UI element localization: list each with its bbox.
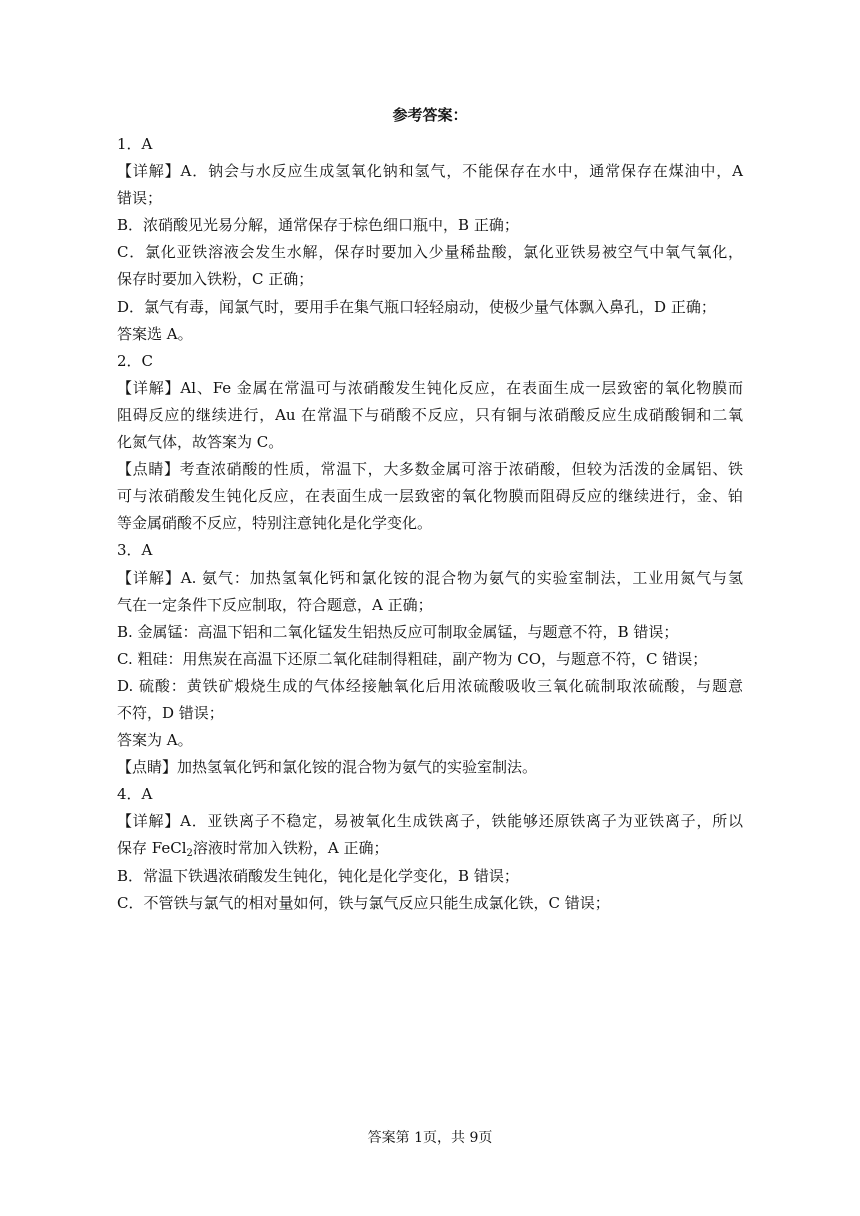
text-segment: 保存 FeCl — [117, 839, 187, 858]
answer-number: 4．A — [117, 785, 153, 804]
text-line: C. 粗硅：用焦炭在高温下还原二氧化硅制得粗硅，副产物为 CO，与题意不符，C 错误； — [117, 649, 708, 668]
page-footer: 答案第 1页，共 9页 — [367, 1130, 493, 1146]
answer-content — [117, 131, 743, 917]
text-line: 【点睛】加热氢氧化钙和氯化铵的混合物为氨气的实验室制法。 — [117, 758, 538, 777]
text-line: 气在一定条件下反应制取，符合题意，A 正确； — [117, 595, 433, 614]
text-line: 【点睛】考查浓硝酸的性质，常温下，大多数金属可溶于浓硝酸，但较为活泼的金属铝、铁 — [117, 460, 743, 479]
text-line: 不符，D 错误； — [117, 703, 224, 722]
answer-number: 1．A — [117, 135, 153, 153]
text-segment: 溶液时常加入铁粉，A 正确； — [192, 839, 389, 858]
answer-number: 3．A — [117, 541, 153, 560]
text-line: 保存时要加入铁粉，C 正确； — [117, 270, 314, 289]
text-line: 可与浓硝酸发生钝化反应，在表面生成一层致密的氧化物膜而阻碍反应的继续进行，金、铂 — [117, 487, 743, 506]
answer-number: 2．C — [117, 351, 154, 370]
text-line: B．浓硝酸见光易分解，通常保存于棕色细口瓶中，B 正确； — [117, 216, 519, 235]
text-line: C．氯化亚铁溶液会发生水解，保存时要加入少量稀盐酸，氯化亚铁易被空气中氧气氧化， — [117, 243, 743, 262]
text-line — [117, 835, 743, 862]
text-line: 答案选 A。 — [117, 324, 193, 343]
subscript: 2 — [186, 848, 193, 860]
text-line: 化氮气体，故答案为 C。 — [117, 433, 284, 452]
text-line: 错误； — [117, 189, 163, 208]
text-line: 【详解】A．钠会与水反应生成氢氧化钠和氢气，不能保存在水中，通常保存在煤油中，A — [117, 162, 743, 181]
text-line: D．氯气有毒，闻氯气时，要用手在集气瓶口轻轻扇动，使极少量气体飘入鼻孔，D 正确； — [117, 297, 716, 316]
text-line: B. 金属锰：高温下铝和二氧化锰发生铝热反应可制取金属锰，与题意不符，B 错误； — [117, 622, 679, 641]
text-line: 阻碍反应的继续进行，Au 在常温下与硝酸不反应，只有铜与浓硝酸反应生成硝酸铜和二氧 — [117, 405, 743, 424]
text-line: 答案为 A。 — [117, 731, 193, 750]
text-line: B．常温下铁遇浓硝酸发生钝化，钝化是化学变化，B 错误； — [117, 866, 519, 885]
text-line: 【详解】Al、Fe 金属在常温可与浓硝酸发生钝化反应，在表面生成一层致密的氧化物膜而 — [117, 378, 743, 397]
text-line: 【详解】A．亚铁离子不稳定，易被氧化生成铁离子，铁能够还原铁离子为亚铁离子，所以 — [117, 812, 743, 831]
text-line: 【详解】A. 氨气：加热氢氧化钙和氯化铵的混合物为氨气的实验室制法，工业用氮气与氢 — [117, 568, 743, 587]
text-line: C．不管铁与氯气的相对量如何，铁与氯气反应只能生成氯化铁，C 错误； — [117, 893, 610, 912]
text-line: D. 硫酸：黄铁矿煅烧生成的气体经接触氧化后用浓硫酸吸收三氧化硫制取浓硫酸，与题意 — [117, 676, 743, 695]
text-line: 等金属硝酸不反应，特别注意钝化是化学变化。 — [117, 514, 433, 533]
page-title: 参考答案： — [392, 106, 468, 124]
